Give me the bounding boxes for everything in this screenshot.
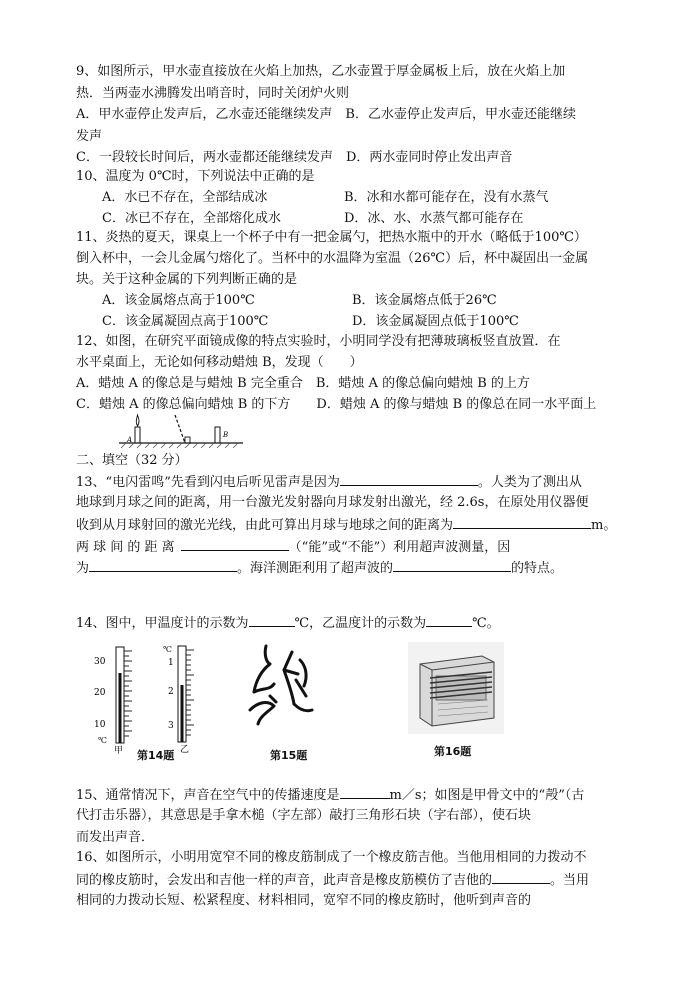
jia-name: 甲 — [114, 746, 124, 755]
q13-text-7: 为 — [76, 561, 90, 576]
q13-text-2: 。人类为了测出从 — [477, 475, 582, 490]
q13-blank-2[interactable] — [453, 515, 591, 529]
q16-text-2: 。当用 — [550, 873, 590, 888]
q9-line2: 热．当两壶水沸腾发出哨音时，同时关闭炉火则 — [76, 86, 350, 101]
q16-line3: 相同的力拨动长短、松紧程度、材料相同，宽窄不同的橡皮筋时，他听到声音的 — [76, 893, 532, 908]
q13-blank-4[interactable] — [89, 558, 237, 572]
q13-line2: 地球到月球之间的距离，用一台激光发射器向月球发射出激光，经 2.6s，在原处用仪器便 — [76, 495, 589, 510]
q13-text-5: 两 球 间 的 距 离 — [76, 540, 175, 555]
q13-text-1: 13、“电闪雷鸣”先看到闪电后听见雷声是因为 — [76, 475, 340, 490]
section-2-title: 二、填空（32 分） — [76, 453, 188, 468]
figure-label-a: A — [127, 436, 133, 444]
rubber-band-guitar-figure — [408, 642, 504, 734]
q13-text-9: 的特点。 — [511, 561, 564, 576]
q13-blank-1[interactable] — [340, 472, 478, 486]
q9-line4: 发声 — [76, 129, 103, 144]
q11-line2: 倒入杯中，一会儿金属勺熔化了。当杯中的水温降为室温（26℃）后，杯中凝固出一金属 — [76, 251, 589, 266]
q13-text-3: 收到从月球射回的激光光线，由此可算出月球与地球之间的距离为 — [76, 518, 454, 533]
q9-line3: A．甲水壶停止发声后，乙水壶还能继续发声 B．乙水壶停止发声后，甲水壶还能继续 — [76, 107, 576, 122]
q13-text-8: 。海洋测距利用了超声波的 — [237, 561, 394, 576]
yi-name: 乙 — [180, 745, 190, 754]
q11-option-c: C．该金属凝固点高于100℃ — [102, 314, 269, 329]
jia-tick-20: 20 — [94, 688, 106, 698]
q12-line1: 12、如图，在研究平面镜成像的特点实验时，小明同学没有把薄玻璃板竖直放置．在 — [76, 334, 561, 349]
q14-text-3: ℃。 — [472, 616, 500, 631]
figure-label-b: B — [223, 431, 229, 439]
q9-line1: 9、如图所示，甲水壶直接放在火焰上加热，乙水壶置于厚金属板上后，放在火焰上加 — [76, 64, 566, 79]
q16-line1: 16、如图所示，小明用宽窄不同的橡皮筋制成了一个橡皮筋吉他。当他用相同的力拨动不 — [76, 850, 587, 865]
q16-text-1: 同的橡皮筋时，会发出和吉他一样的声音，此声音是橡皮筋模仿了吉他的 — [76, 873, 493, 888]
q11-option-d: D．该金属凝固点低于100℃ — [352, 314, 519, 329]
q14-text-2: ℃，乙温度计的示数为 — [294, 616, 427, 631]
thermometer-yi-figure — [160, 642, 206, 754]
jia-tick-30: 30 — [94, 657, 106, 667]
q15-line1 — [76, 785, 584, 805]
yi-tick-3: 3 — [168, 721, 174, 731]
q11-line1: 11、炎热的夏天，课桌上一个杯子中有一把金属勺，把热水瓶中的开水（略低于100℃） — [76, 230, 587, 245]
q13-text-6: （“能”或“不能”）利用超声波测量，因 — [288, 540, 511, 555]
yi-unit: ℃ — [163, 645, 172, 654]
q13-blank-5[interactable] — [393, 558, 511, 572]
q13-line4 — [76, 537, 510, 557]
oracle-bone-glyph-figure — [240, 640, 322, 732]
q9-line5: C．一段较长时间后，两水壶都还能继续发声 D．两水壶同时停止发出声音 — [76, 150, 513, 165]
q10-option-a: A．水已不存在，全部结成冰 — [102, 190, 268, 205]
q13-text-4: m。 — [591, 518, 617, 533]
q11-line3: 块。关于这种金属的下列判断正确的是 — [76, 272, 298, 287]
q12-line4: C．蜡烛 A 的像总偏向蜡烛 B 的下方 D．蜡烛 A 的像与蜡烛 B 的像总在同一水平面上 — [76, 397, 597, 412]
q14-line1 — [76, 613, 500, 633]
q15-text-2: m／s；如图是甲骨文中的“殸”（古 — [389, 788, 585, 803]
q16-blank-1[interactable] — [492, 870, 550, 884]
yi-tick-2: 2 — [168, 687, 174, 697]
q11-option-a: A．该金属熔点高于100℃ — [102, 293, 255, 308]
q13-line3 — [76, 515, 616, 535]
yi-tick-1: 1 — [168, 658, 174, 668]
q13-blank-3[interactable] — [181, 537, 289, 551]
jia-tick-10: 10 — [94, 720, 106, 730]
q12-line2: 水平桌面上，无论如何移动蜡烛 B，发现（ ） — [76, 355, 363, 370]
q16-line2 — [76, 870, 589, 890]
q14-blank-1[interactable] — [249, 613, 295, 627]
q10-option-b: B．冰和水都可能存在，没有水蒸气 — [344, 190, 549, 205]
q14-text-1: 14、图中，甲温度计的示数为 — [76, 616, 249, 631]
candle-mirror-figure — [115, 413, 245, 455]
caption-q15: 第15题 — [270, 749, 308, 762]
q11-option-b: B．该金属熔点低于26℃ — [352, 293, 497, 308]
q14-blank-2[interactable] — [426, 613, 472, 627]
q15-blank-1[interactable] — [340, 785, 390, 799]
jia-unit: ℃ — [98, 736, 107, 745]
q13-line1 — [76, 472, 582, 492]
q10-stem: 10、温度为 0℃时，下列说法中正确的是 — [76, 169, 315, 184]
q10-option-c: C．冰已不存在，全部熔化成水 — [102, 211, 281, 226]
q10-option-d: D．冰、水、水蒸气都可能存在 — [344, 211, 524, 226]
caption-q14: 第14题 — [137, 749, 175, 762]
q15-line2: 代打击乐器），其意思是手拿木槌（字左部）敲打三角形石块（字右部），使石块 — [76, 808, 532, 823]
q15-line3: 而发出声音． — [76, 830, 155, 845]
q13-line5 — [76, 558, 563, 578]
q12-line3: A．蜡烛 A 的像总是与蜡烛 B 完全重合 B．蜡烛 A 的像总偏向蜡烛 B 的上方 — [76, 376, 530, 391]
q15-text-1: 15、通常情况下，声音在空气中的传播速度是 — [76, 788, 340, 803]
thermometer-jia-figure — [88, 645, 140, 755]
caption-q16: 第16题 — [434, 745, 472, 758]
